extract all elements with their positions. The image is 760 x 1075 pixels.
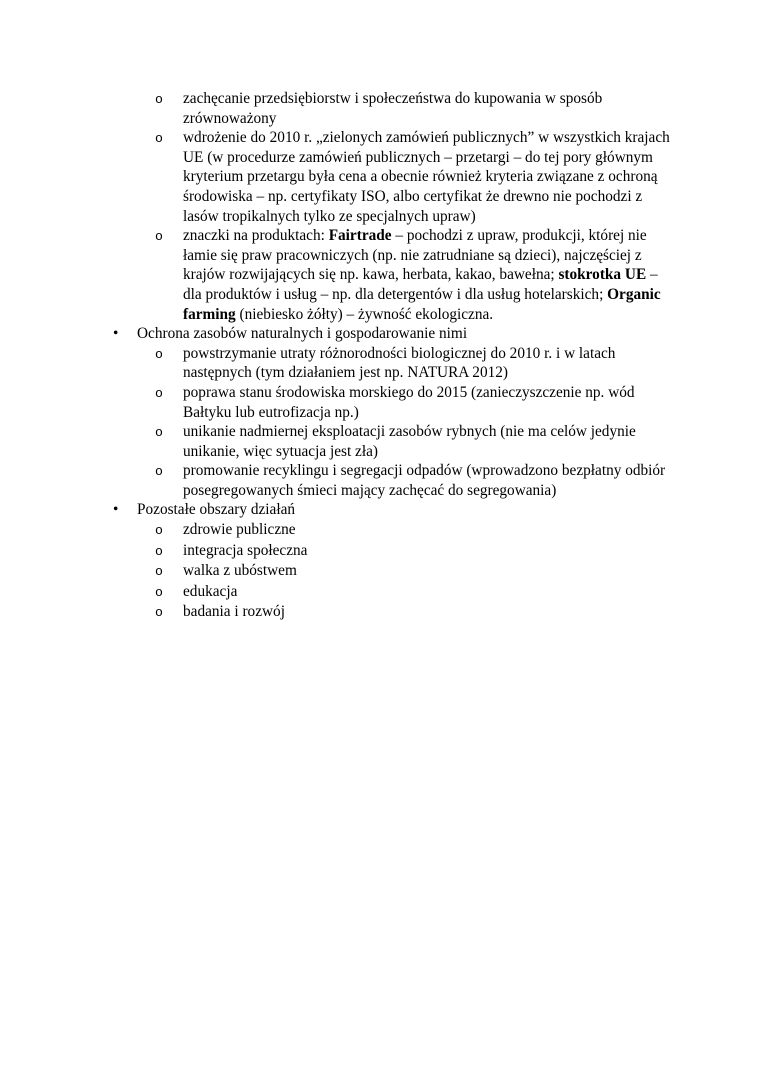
bullet-circle-marker: o xyxy=(155,584,163,600)
text-run: Organic farming xyxy=(183,285,661,323)
text-run: wdrożenie do 2010 r. „zielonych zamówień publicznych” w wszystkich krajach UE (w procedurze zamówień publicznych – przetargi – do tej pory głównym kryterium przetargu była cena a obecnie również kryteria związane z ochroną środowiska – np. certyfikaty ISO, albo certyfikat że drewno nie pochodzi z lasów tropikalnych tylko ze specjalnych upraw) xyxy=(183,129,670,225)
text-run: Fairtrade xyxy=(328,227,392,245)
text-run: unikanie nadmiernej eksploatacji zasobów rybnych (nie ma celów jedynie unikanie, więc sytuacja jest zła) xyxy=(183,423,636,460)
bullet-circle-marker: o xyxy=(155,385,163,401)
text-run: – pochodzi z upraw, produkcji, której nie łamie się praw pracowniczych (np. nie zatrudniane są dzieci), najczęściej z krajów rozwijających się np. kawa, herbata, kakao, bawełna; xyxy=(183,227,647,284)
list-item xyxy=(0,582,760,603)
list-item xyxy=(0,461,760,500)
list-item-text xyxy=(183,582,671,602)
list-item xyxy=(0,602,760,623)
bullet-circle-marker: o xyxy=(155,564,163,580)
text-run: Pozostałe obszary działań xyxy=(137,501,296,519)
list-item xyxy=(0,128,760,226)
bullet-circle-marker: o xyxy=(155,229,163,245)
list-item xyxy=(0,422,760,461)
list-item-text xyxy=(183,89,671,128)
bullet-disc-marker: • xyxy=(113,501,119,519)
list-item-text xyxy=(183,520,671,540)
list-item-text xyxy=(137,500,668,520)
text-run: powstrzymanie utraty różnorodności biologicznej do 2010 r. i w latach następnych (tym działaniem jest np. NATURA 2012) xyxy=(183,344,616,382)
text-run: stokrotka UE xyxy=(558,266,647,284)
bullet-circle-marker: o xyxy=(155,543,163,559)
list-item xyxy=(0,500,760,520)
list-item-text xyxy=(137,324,668,344)
text-run: edukacja xyxy=(183,582,238,600)
text-run: znaczki na produktach: xyxy=(183,227,329,245)
list-item xyxy=(0,561,760,582)
list-item xyxy=(0,226,760,324)
list-item-text xyxy=(183,541,671,561)
bullet-circle-marker: o xyxy=(155,464,163,480)
bullet-circle-marker: o xyxy=(155,425,163,441)
text-run: Ochrona zasobów naturalnych i gospodarowanie nimi xyxy=(137,325,468,343)
bullet-circle-marker: o xyxy=(155,605,163,621)
bullet-circle-marker: o xyxy=(155,346,163,362)
list-item-text xyxy=(183,461,671,500)
list-item-text xyxy=(183,383,671,422)
text-run: – dla produktów i usług – np. dla detergentów i dla usług hotelarskich; xyxy=(183,266,658,303)
list-item-text xyxy=(183,561,671,581)
list-item-text xyxy=(183,422,671,461)
text-run: promowanie recyklingu i segregacji odpadów (wprowadzono bezpłatny odbiór posegregowanych śmieci mający zachęcać do segregowania) xyxy=(183,462,666,499)
text-run: integracja społeczna xyxy=(183,541,308,559)
list-item-text xyxy=(183,602,671,622)
text-run: walka z ubóstwem xyxy=(183,562,297,580)
list-item-text xyxy=(183,344,671,383)
bullet-disc-marker: • xyxy=(113,325,119,343)
list-item xyxy=(0,541,760,562)
text-run: (niebiesko żółty) – żywność ekologiczna. xyxy=(235,305,494,323)
list-item xyxy=(0,344,760,383)
list-item xyxy=(0,324,760,344)
text-run: zachęcanie przedsiębiorstw i społeczeństwa do kupowania w sposób zrównoważony xyxy=(183,90,603,127)
bullet-circle-marker: o xyxy=(155,131,163,147)
list-item xyxy=(0,383,760,422)
bullet-circle-marker: o xyxy=(155,92,163,107)
list-item-text xyxy=(183,128,671,226)
list-item xyxy=(0,520,760,541)
list-item xyxy=(0,89,760,128)
text-run: badania i rozwój xyxy=(183,603,285,621)
bullet-circle-marker: o xyxy=(155,523,163,539)
text-run: poprawa stanu środowiska morskiego do 2015 (zanieczyszczenie np. wód Bałtyku lub eutrofizacja np.) xyxy=(183,383,635,421)
list-item-text xyxy=(183,226,671,324)
text-run: zdrowie publiczne xyxy=(183,521,296,539)
document-content xyxy=(0,89,760,623)
